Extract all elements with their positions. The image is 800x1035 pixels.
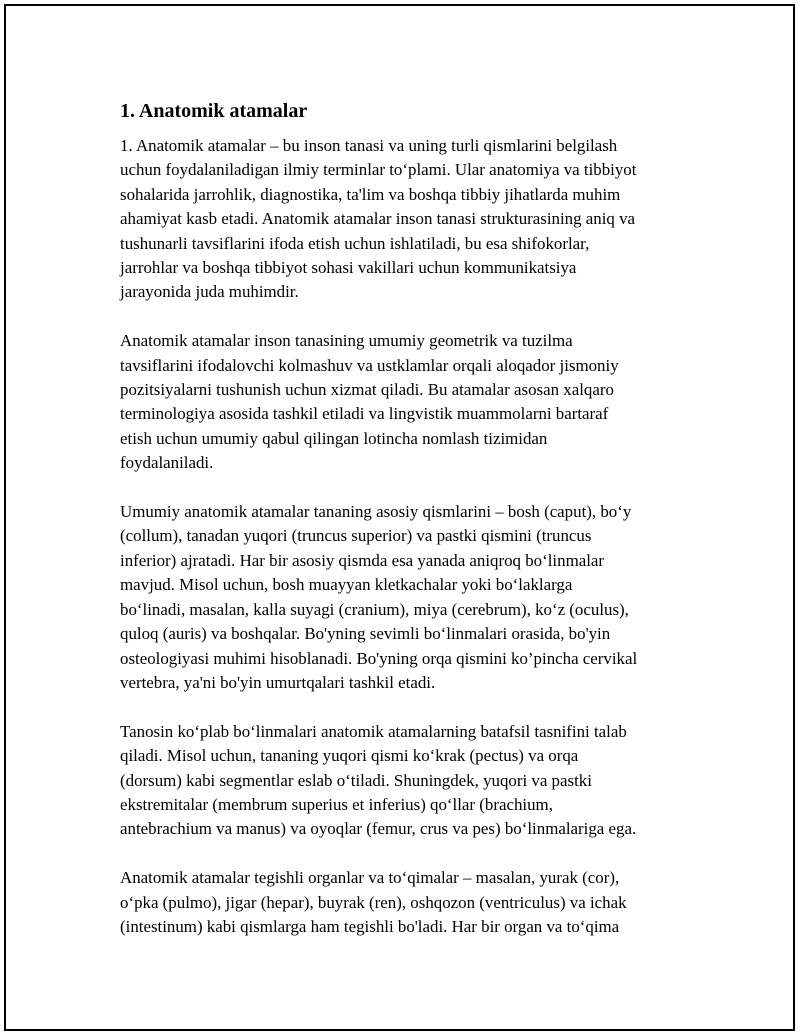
text-line: tavsiflarini ifodalovchi kolmashuv va ustklamlar orqali aloqador jismoniy [120, 355, 619, 375]
text-line: (intestinum) kabi qismlarga ham tegishli bo'ladi. Har bir organ va to‘qima [120, 916, 620, 936]
text-line: terminologiya asosida tashkil etiladi va lingvistik muammolarni bartaraf [120, 404, 609, 424]
text-line: (dorsum) kabi segmentlar eslab o‘tiladi. Shuningdek, yuqori va pastki [120, 770, 592, 790]
text-line: ahamiyat kasb etadi. Anatomik atamalar inson tanasi strukturasining aniq va [120, 209, 636, 229]
paragraph-2 [120, 329, 690, 475]
text-line: (collum), tanadan yuqori (truncus superior) va pastki qismini (truncus [120, 526, 592, 546]
text-line: inferior) ajratadi. Har bir asosiy qismda esa yanada aniqroq bo‘linmalar [120, 550, 605, 570]
text-line: sohalarida jarrohlik, diagnostika, ta'lim va boshqa tibbiy jihatlarda muhim [120, 184, 621, 204]
text-line: antebrachium va manus) va oyoqlar (femur, crus va pes) bo‘linmalariga ega. [120, 819, 637, 839]
text-line: etish uchun umumiy qabul qilingan lotincha nomlash tizimidan [120, 428, 548, 448]
text-line: Anatomik atamalar inson tanasining umumiy geometrik va tuzilma [120, 331, 573, 351]
text-line: mavjud. Misol uchun, bosh muayyan kletkachalar yoki bo‘laklarga [120, 575, 573, 595]
text-line: jarrohlar va boshqa tibbiyot sohasi vakillari uchun kommunikatsiya [120, 258, 577, 278]
page-frame [4, 4, 795, 1031]
text-line: Anatomik atamalar tegishli organlar va to‘qimalar – masalan, yurak (cor), [120, 868, 620, 888]
text-line: ekstremitalar (membrum superius et inferius) qo‘llar (brachium, [120, 794, 553, 814]
section-heading: 1. Anatomik atamalar [120, 100, 308, 122]
paragraph-5 [120, 866, 690, 939]
text-line: foydalaniladi. [120, 453, 214, 473]
text-line: tushunarli tavsiflarini ifoda etish uchun ishlatiladi, bu esa shifokorlar, [120, 233, 590, 253]
text-line: uchun foydalaniladigan ilmiy terminlar to‘plami. Ular anatomiya va tibbiyot [120, 160, 637, 180]
text-line: Umumiy anatomik atamalar tananing asosiy qismlarini – bosh (caput), bo‘y [120, 502, 632, 522]
text-line: Tanosin ko‘plab bo‘linmalari anatomik atamalarning batafsil tasnifini talab [120, 721, 627, 741]
paragraph-1 [120, 134, 690, 305]
text-line: osteologiyasi muhimi hisoblanadi. Bo'yning orqa qismini ko’pincha cervikal [120, 648, 638, 668]
text-line: pozitsiyalarni tushunish uchun xizmat qiladi. Bu atamalar asosan xalqaro [120, 380, 614, 400]
text-line: quloq (auris) va boshqalar. Bo'yning sevimli bo‘linmalari orasida, bo'yin [120, 624, 611, 644]
paragraph-3 [120, 500, 690, 695]
text-line: bo‘linadi, masalan, kalla suyagi (cranium), miya (cerebrum), ko‘z (oculus), [120, 599, 629, 619]
paragraph-4 [120, 720, 690, 842]
text-line: qiladi. Misol uchun, tananing yuqori qismi ko‘krak (pectus) va orqa [120, 746, 579, 766]
text-line: 1. Anatomik atamalar – bu inson tanasi va uning turli qismlarini belgilash [120, 136, 618, 155]
text-line: vertebra, ya'ni bo'yin umurtqalari tashkil etadi. [120, 672, 436, 692]
text-line: jarayonida juda muhimdir. [120, 282, 299, 302]
text-line: o‘pka (pulmo), jigar (hepar), buyrak (ren), oshqozon (ventriculus) va ichak [120, 892, 627, 912]
document-body [120, 98, 690, 964]
